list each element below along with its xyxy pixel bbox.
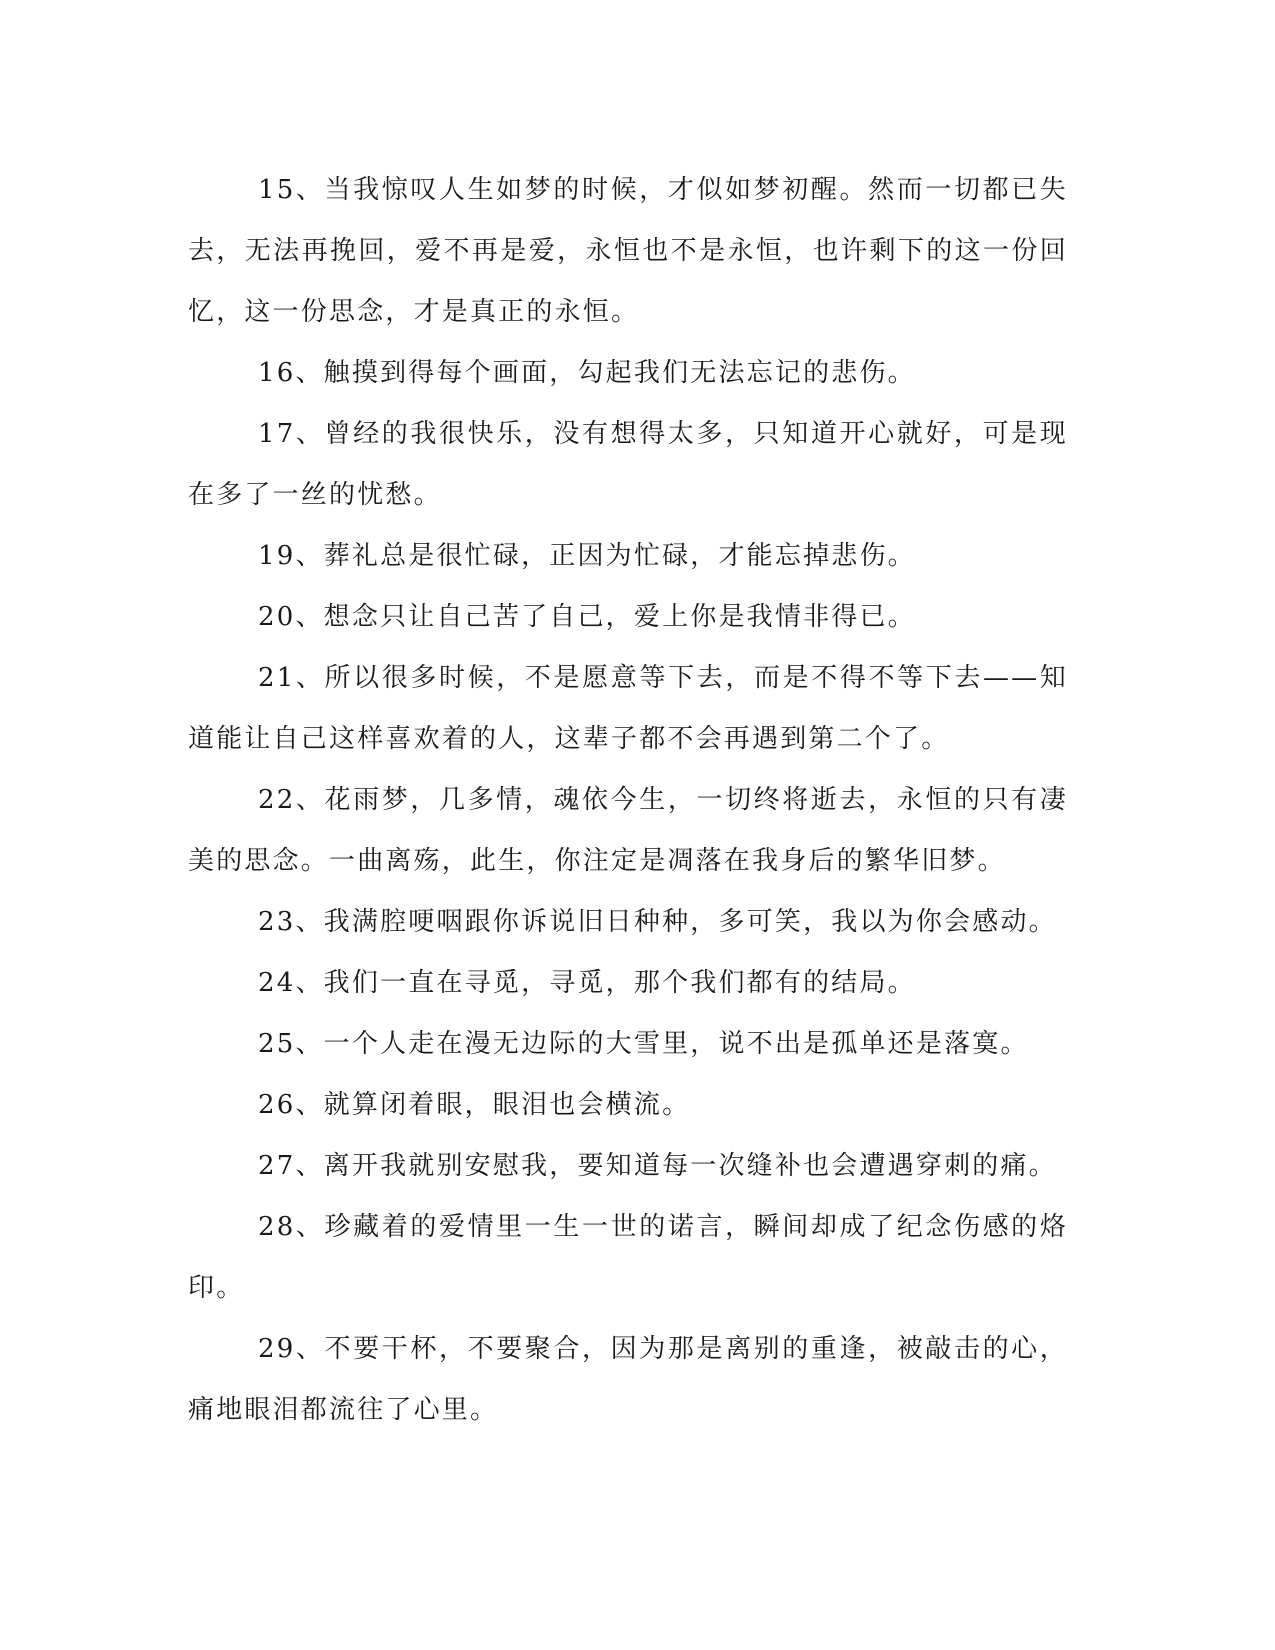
paragraph-24: 24、我们一直在寻觅，寻觅，那个我们都有的结局。 <box>258 968 916 998</box>
paragraph-28: 28、珍藏着的爱情里一生一世的诺言，瞬间却成了纪念伤感的烙印。 <box>188 1212 1068 1303</box>
paragraph-21: 21、所以很多时候，不是愿意等下去，而是不得不等下去——知道能让自己这样喜欢着的人，这辈子都不会再遇到第二个了。 <box>188 663 1068 754</box>
document-body <box>188 160 1068 1441</box>
paragraph-16: 16、触摸到得每个画面，勾起我们无法忘记的悲伤。 <box>258 358 916 388</box>
paragraph-25: 25、一个人走在漫无边际的大雪里，说不出是孤单还是落寞。 <box>258 1029 1029 1059</box>
paragraph-17: 17、曾经的我很快乐，没有想得太多，只知道开心就好，可是现在多了一丝的忧愁。 <box>188 419 1068 510</box>
paragraph-27: 27、离开我就别安慰我，要知道每一次缝补也会遭遇穿刺的痛。 <box>258 1151 1057 1181</box>
paragraph-20: 20、想念只让自己苦了自己，爱上你是我情非得已。 <box>258 602 916 632</box>
paragraph-23: 23、我满腔哽咽跟你诉说旧日种种，多可笑，我以为你会感动。 <box>258 907 1057 937</box>
paragraph-22: 22、花雨梦，几多情，魂依今生，一切终将逝去，永恒的只有凄美的思念。一曲离殇，此生，你注定是凋落在我身后的繁华旧梦。 <box>188 785 1068 876</box>
paragraph-15: 15、当我惊叹人生如梦的时候，才似如梦初醒。然而一切都已失去，无法再挽回，爱不再是爱，永恒也不是永恒，也许剩下的这一份回忆，这一份思念，才是真正的永恒。 <box>188 175 1068 327</box>
paragraph-19: 19、葬礼总是很忙碌，正因为忙碌，才能忘掉悲伤。 <box>258 541 916 571</box>
paragraph-29: 29、不要干杯，不要聚合，因为那是离别的重逢，被敲击的心，痛地眼泪都流往了心里。 <box>188 1334 1068 1425</box>
paragraph-26: 26、就算闭着眼，眼泪也会横流。 <box>258 1090 691 1120</box>
